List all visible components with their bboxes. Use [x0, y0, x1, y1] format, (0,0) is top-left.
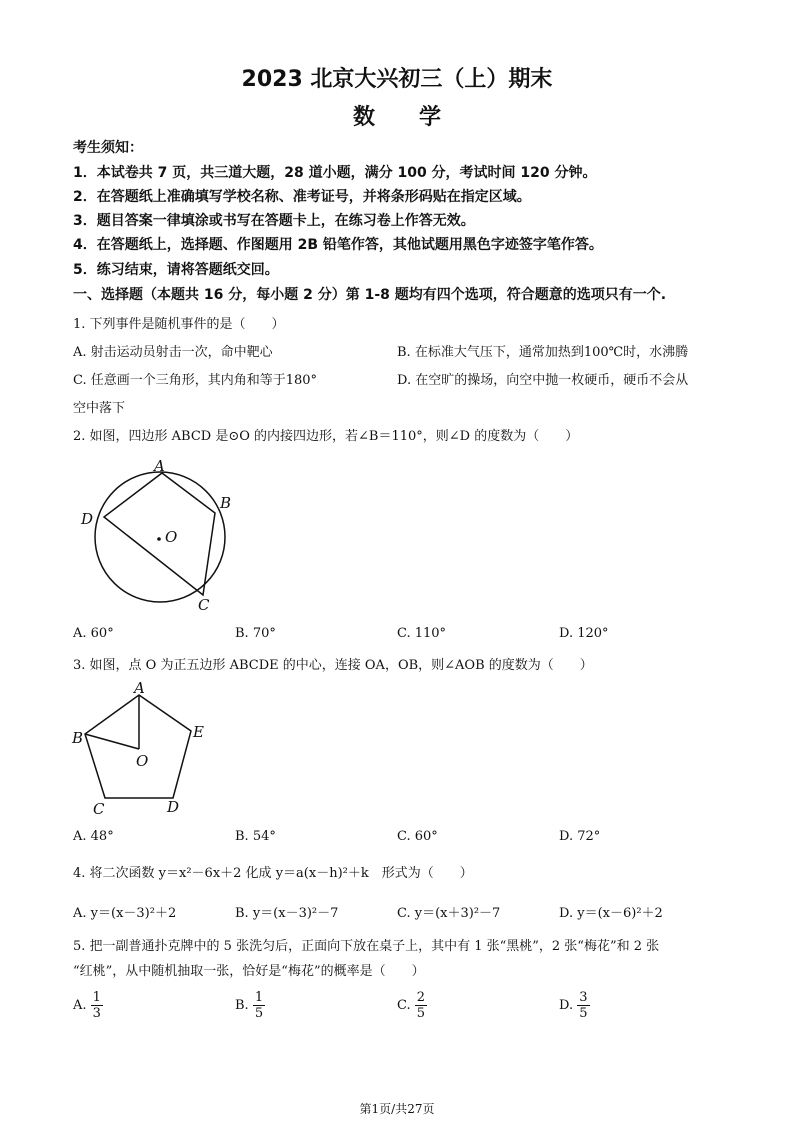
notice-item: 3．题目答案一律填涂或书写在答题卡上，在练习卷上作答无效。 [73, 213, 475, 229]
subject-title: 数学 [352, 105, 485, 130]
question-5-option-d [559, 990, 590, 1021]
notice-heading: 考生须知： [73, 140, 143, 156]
question-1-option-b: B. 在标准大气压下，通常加热到100℃时，水沸腾 [397, 345, 689, 360]
question-2-stem: 2. 如图，四边形 ABCD 是⊙O 的内接四边形，若∠B＝110°，则∠D 的度数为（ ） [73, 429, 579, 444]
label-c: C [93, 800, 105, 818]
numerator: 3 [579, 990, 588, 1005]
notice-item: 2．在答题纸上准确填写学校名称、准考证号，并将条形码贴在指定区域。 [73, 189, 531, 205]
label-d: D [167, 798, 180, 816]
question-5-stem-cont: “红桃”，从中随机抽取一张，恰好是“梅花”的概率是（ ） [73, 964, 425, 979]
question-5-stem: 5. 把一副普通扑克牌中的 5 张洗匀后，正面向下放在桌子上，其中有 1 张“黑桃”，2 张“梅花”和 2 张 [73, 939, 660, 954]
notice-item: 1．本试卷共 7 页，共三道大题，28 道小题，满分 100 分，考试时间 120 分钟。 [73, 165, 597, 181]
question-3-option-b: B. 54° [235, 829, 276, 844]
circle-quadrilateral-figure [70, 452, 250, 612]
question-4-option-a: A. y＝(x－3)²＋2 [73, 906, 177, 921]
option-letter: D. [559, 998, 574, 1013]
fraction [91, 990, 103, 1021]
question-1-stem: 1. 下列事件是随机事件的是（ ） [73, 317, 285, 332]
label-d: D [81, 510, 94, 528]
numerator: 1 [92, 990, 101, 1005]
denominator: 5 [579, 1006, 588, 1021]
numerator: 1 [254, 990, 264, 1005]
notice-item: 4．在答题纸上，选择题、作图题用 2B 铅笔作答，其他试题用黑色字迹签字笔作答。 [73, 237, 603, 253]
denominator: 3 [92, 1006, 101, 1021]
question-2-option-d: D. 120° [559, 626, 609, 641]
center-point [157, 537, 161, 541]
question-5-option-b [235, 990, 265, 1021]
label-o: O [165, 528, 178, 546]
pentagon-abcde [85, 695, 191, 798]
pentagon-figure [68, 678, 218, 818]
notice-item: 5．练习结束，请将答题纸交回。 [73, 262, 279, 278]
label-b: B [72, 729, 84, 747]
numerator: 2 [416, 990, 426, 1005]
question-4-option-c: C. y＝(x＋3)²－7 [397, 906, 501, 921]
question-2-option-a: A. 60° [73, 626, 114, 641]
question-1-option-d-cont: 空中落下 [73, 401, 126, 416]
question-5-option-c [397, 990, 427, 1021]
label-c: C [198, 596, 210, 612]
denominator: 5 [416, 1006, 426, 1021]
option-letter: B. [235, 998, 249, 1013]
label-a: A [154, 457, 165, 475]
question-3-option-c: C. 60° [397, 829, 438, 844]
label-b: B [220, 494, 232, 512]
question-1-option-a: A. 射击运动员射击一次，命中靶心 [73, 345, 273, 360]
exam-title: 2023 北京大兴初三（上）期末 [241, 67, 553, 92]
question-2-option-c: C. 110° [397, 626, 447, 641]
question-3-stem: 3. 如图，点 O 为正五边形 ABCDE 的中心，连接 OA，OB，则∠AOB 的度数为（ ） [73, 658, 593, 673]
question-4-stem: 4. 将二次函数 y＝x²－6x＋2 化成 y＝a(x－h)²＋k 形式为（ ） [73, 866, 473, 881]
question-4-option-d: D. y＝(x－6)²＋2 [559, 906, 663, 921]
option-letter: C. [397, 998, 411, 1013]
section-heading: 一、选择题（本题共 16 分，每小题 2 分）第 1-8 题均有四个选项，符合题意的选项只有一个. [73, 287, 667, 303]
question-3-option-a: A. 48° [73, 829, 114, 844]
quadrilateral-abcd [104, 473, 215, 595]
fraction [577, 990, 589, 1021]
segment-ob [85, 734, 139, 749]
question-5-option-a [73, 990, 103, 1021]
label-e: E [193, 723, 204, 741]
denominator: 5 [254, 1006, 264, 1021]
question-1-option-d: D. 在空旷的操场，向空中抛一枚硬币，硬币不会从 [397, 373, 689, 388]
label-o: O [136, 752, 149, 770]
fraction [415, 990, 427, 1021]
fraction [253, 990, 265, 1021]
label-a: A [134, 679, 145, 697]
question-2-option-b: B. 70° [235, 626, 276, 641]
option-letter: A. [73, 998, 87, 1013]
page-footer: 第1页/共27页 [359, 1102, 435, 1116]
question-4-option-b: B. y＝(x－3)²－7 [235, 906, 339, 921]
question-3-option-d: D. 72° [559, 829, 601, 844]
question-1-option-c: C. 任意画一个三角形，其内角和等于180° [73, 373, 318, 388]
